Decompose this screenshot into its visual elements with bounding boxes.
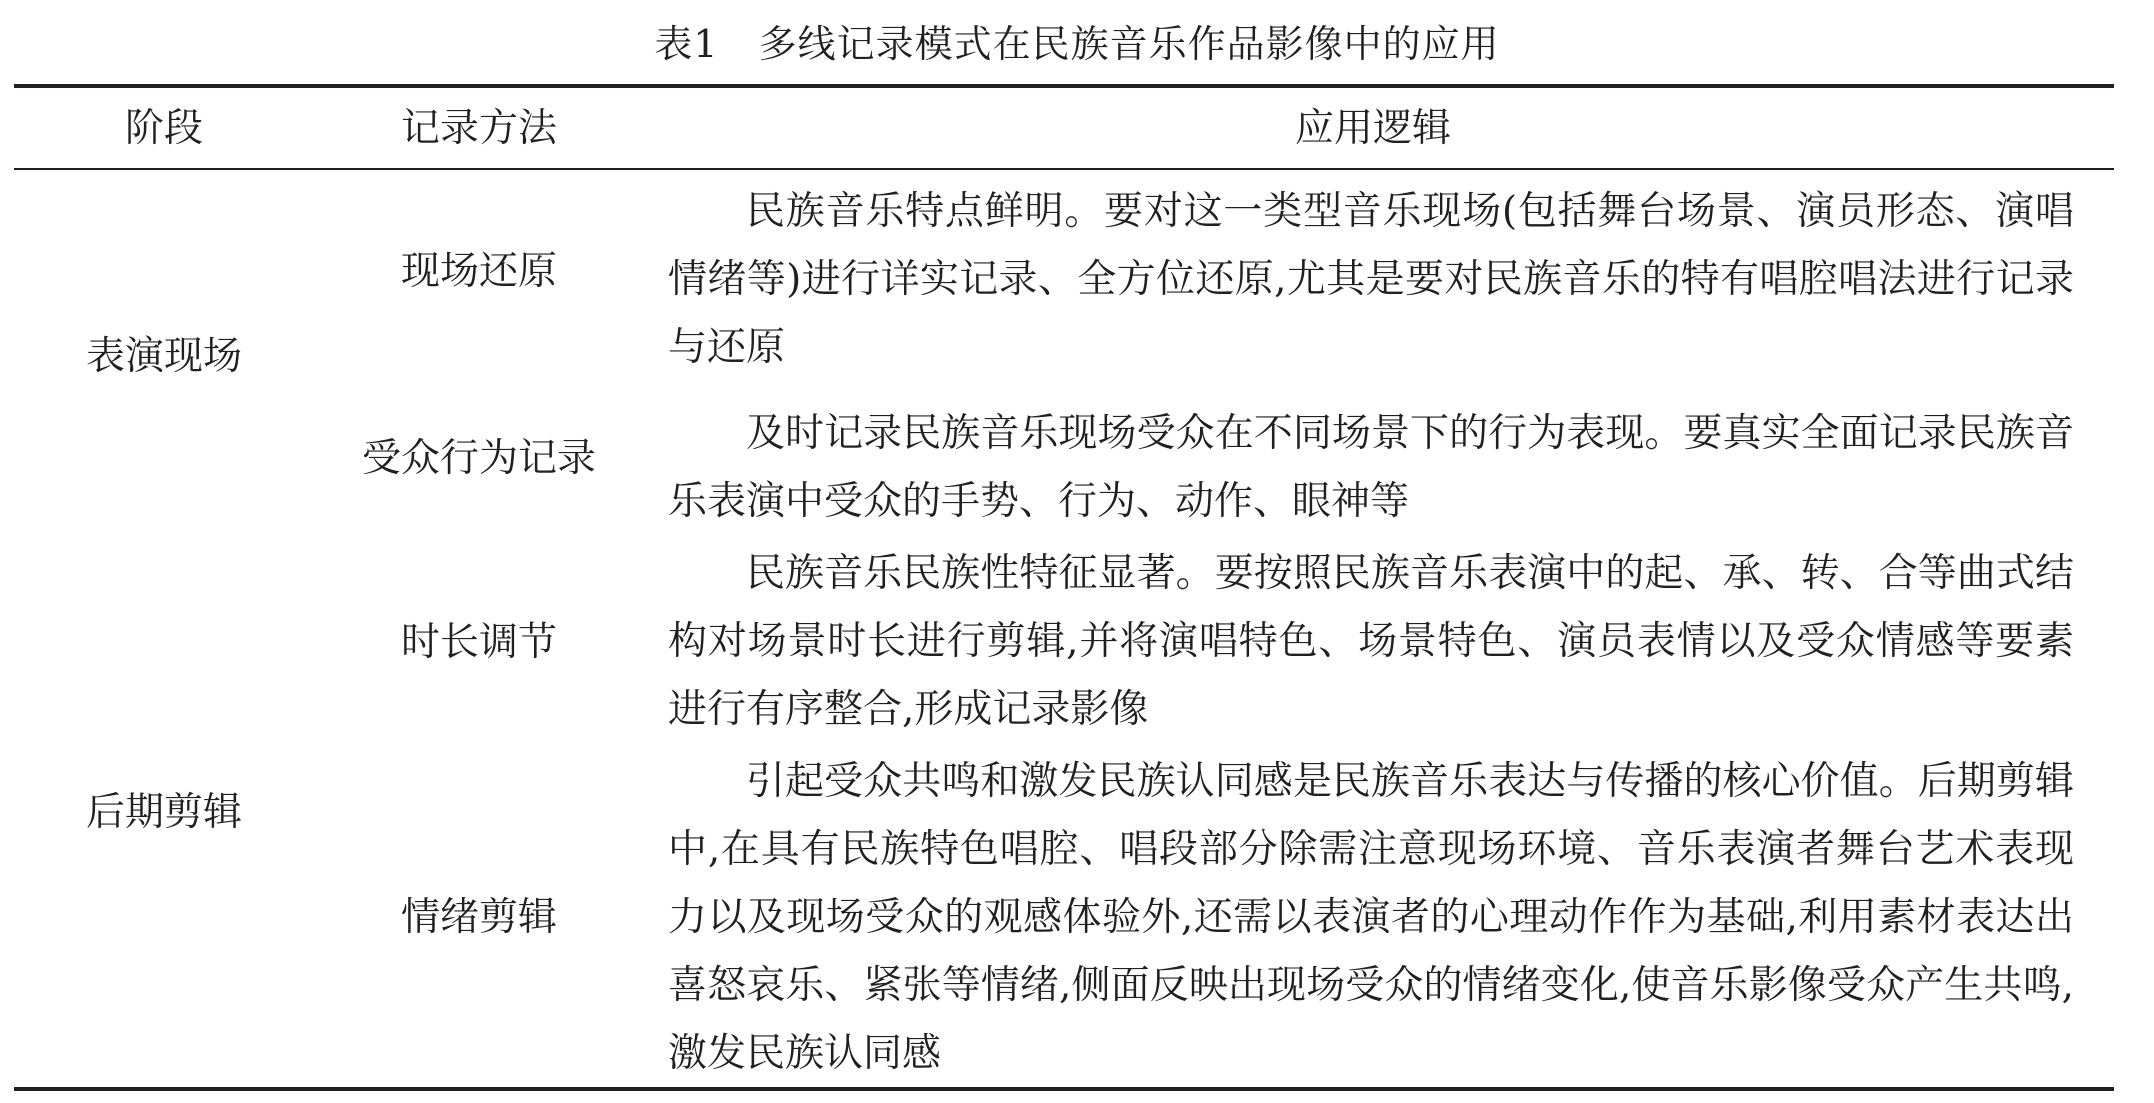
logic-text-1: 民族音乐特点鲜明。要对这一类型音乐现场(包括舞台场景、演员形态、演唱情绪等)进行详实记录、全方位还原,尤其是要对民族音乐的特有唱腔唱法进行记录与还原 [668, 189, 2074, 370]
stage-post-editing: 后期剪辑 [85, 790, 242, 835]
header-method: 记录方法 [400, 106, 557, 151]
table-caption [0, 18, 2154, 70]
header-rule [14, 168, 2114, 170]
bottom-rule [14, 1087, 2114, 1091]
logic-text-2: 及时记录民族音乐现场受众在不同场景下的行为表现。要真实全面记录民族音乐表演中受众的手势、行为、动作、眼神等 [668, 411, 2074, 524]
method-duration-adjust: 时长调节 [400, 620, 557, 665]
logic-text-4: 引起受众共鸣和激发民族认同感是民族音乐表达与传播的核心价值。后期剪辑中,在具有民族特色唱腔、唱段部分除需注意现场环境、音乐表演者舞台艺术表现力以及现场受众的观感体验外,还需以表演者的心理动作作为基础,利用素材表达出喜怒哀乐、紧张等情绪,侧面反映出现场受众的情绪变化,使音乐影像受众产生共鸣,激发民族认同感 [668, 759, 2074, 1076]
header-logic: 应用逻辑 [1294, 106, 1451, 151]
table-title: 多线记录模式在民族音乐作品影像中的应用 [758, 22, 1500, 66]
stage-performance: 表演现场 [85, 334, 242, 379]
top-rule [14, 84, 2114, 88]
method-audience-behavior: 受众行为记录 [361, 436, 596, 481]
header-stage: 阶段 [124, 106, 203, 151]
method-scene-restore: 现场还原 [400, 249, 557, 294]
method-emotion-edit: 情绪剪辑 [400, 895, 557, 940]
logic-text-3: 民族音乐民族性特征显著。要按照民族音乐表演中的起、承、转、合等曲式结构对场景时长进行剪辑,并将演唱特色、场景特色、演员表情以及受众情感等要素进行有序整合,形成记录影像 [668, 551, 2074, 732]
table-number: 表1 [654, 22, 719, 66]
